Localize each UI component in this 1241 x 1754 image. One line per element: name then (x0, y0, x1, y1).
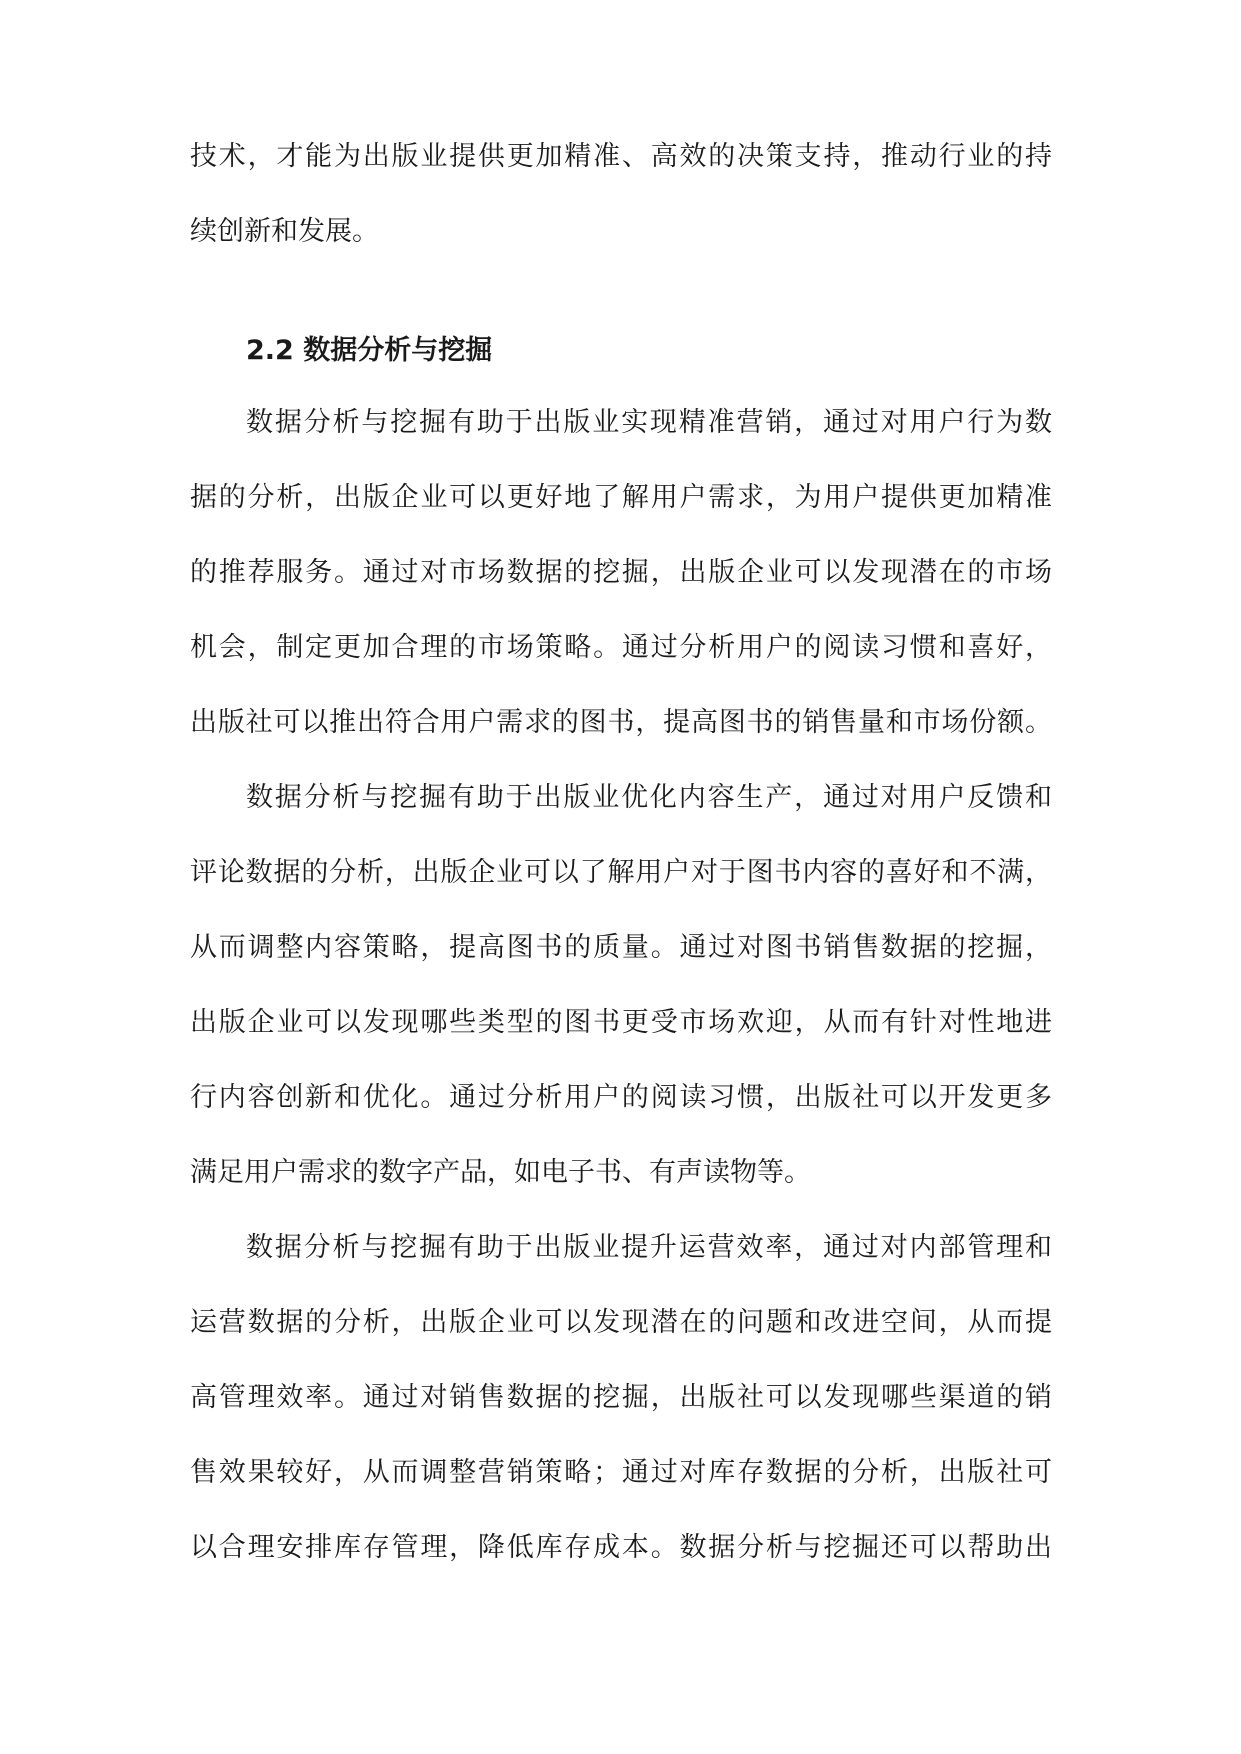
body-text-line: 运营数据的分析，出版企业可以发现潜在的问题和改进空间，从而提 (190, 1307, 1052, 1338)
body-text-line: 评论数据的分析，出版企业可以了解用户对于图书内容的喜好和不满， (190, 857, 1052, 888)
body-text-line: 高管理效率。通过对销售数据的挖掘，出版社可以发现哪些渠道的销 (190, 1382, 1052, 1413)
body-text-line: 机会，制定更加合理的市场策略。通过分析用户的阅读习惯和喜好， (190, 632, 1052, 663)
paragraph-first-line: 数据分析与挖掘有助于出版业优化内容生产，通过对用户反馈和 (246, 782, 1052, 813)
body-text-line: 出版企业可以发现哪些类型的图书更受市场欢迎，从而有针对性地进 (190, 1007, 1052, 1038)
body-text-line: 以合理安排库存管理，降低库存成本。数据分析与挖掘还可以帮助出 (190, 1532, 1052, 1563)
section-heading: 2.2 数据分析与挖掘 (246, 335, 493, 366)
body-text-line: 续创新和发展。 (190, 216, 379, 247)
body-text-line: 据的分析，出版企业可以更好地了解用户需求，为用户提供更加精准 (190, 482, 1052, 513)
paragraph-first-line: 数据分析与挖掘有助于出版业提升运营效率，通过对内部管理和 (246, 1232, 1052, 1263)
body-text-line: 行内容创新和优化。通过分析用户的阅读习惯，出版社可以开发更多 (190, 1082, 1052, 1113)
body-text-line: 售效果较好，从而调整营销策略；通过对库存数据的分析，出版社可 (190, 1457, 1052, 1488)
body-text-line: 出版社可以推出符合用户需求的图书，提高图书的销售量和市场份额。 (190, 707, 1052, 738)
paragraph-first-line: 数据分析与挖掘有助于出版业实现精准营销，通过对用户行为数 (246, 407, 1052, 438)
body-text-line: 的推荐服务。通过对市场数据的挖掘，出版企业可以发现潜在的市场 (190, 557, 1052, 588)
body-text-line: 从而调整内容策略，提高图书的质量。通过对图书销售数据的挖掘， (190, 932, 1052, 963)
body-text-line: 满足用户需求的数字产品，如电子书、有声读物等。 (190, 1157, 811, 1188)
body-text-line: 技术，才能为出版业提供更加精准、高效的决策支持，推动行业的持 (190, 141, 1052, 172)
